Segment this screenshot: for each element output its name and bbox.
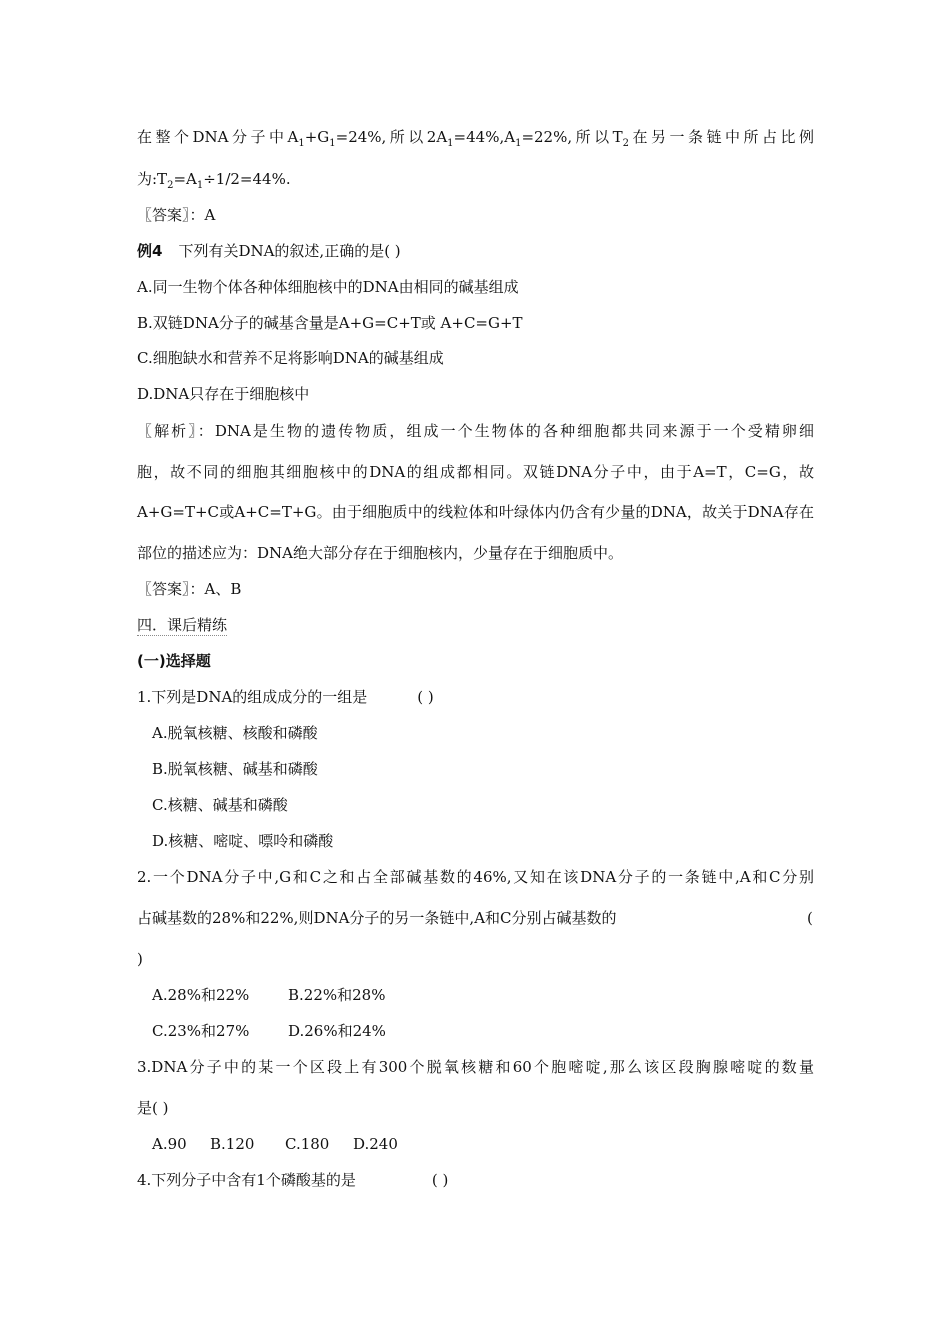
question-2-options-row-2: C.23%和27% D.26%和24% xyxy=(152,1022,386,1040)
example-4-option-d: D.DNA只存在于细胞核中 xyxy=(137,385,310,403)
section-subtitle: (一)选择题 xyxy=(137,652,211,670)
prev-explanation-line-2: 为$:T_2=A_1\div 1/2=44\%$. xyxy=(137,170,291,191)
example-4-analysis-line-3: A+G=T+C或A+C=T+G。由于细胞质中的线粒体和叶绿体内仍含有少量的DNA，故关于DNA存在 xyxy=(137,503,814,521)
question-3-stem-line-1: 3.DNA分子中的某一个区段上有300个脱氧核糖和60个胞嘧啶,那么该区段胸腺嘧啶的数量 xyxy=(137,1058,814,1076)
example-4-option-b: B.双链DNA分子的碱基含量是A+G=C+T或 A+C=G+T xyxy=(137,314,523,332)
prev-answer: 〖答案〗：A xyxy=(137,206,216,224)
question-4-stem: 4.下列分子中含有1个磷酸基的是 ( ) xyxy=(137,1171,449,1189)
section-title: 四．课后精练 xyxy=(137,616,228,634)
question-3-options: A.90 B.120 C.180 D.240 xyxy=(152,1135,398,1153)
question-1-option-c: C.核糖、碱基和磷酸 xyxy=(152,796,288,814)
question-2-options-row-1: A.28%和22% B.22%和28% xyxy=(152,986,386,1004)
question-3-stem-line-2: 是( ) xyxy=(137,1099,169,1117)
example-4-option-c: C.细胞缺水和营养不足将影响DNA的碱基组成 xyxy=(137,349,444,367)
example-4-option-a: A.同一生物个体各种体细胞核中的DNA由相同的碱基组成 xyxy=(137,278,519,296)
question-2-close-paren: ) xyxy=(137,950,143,968)
question-1-option-b: B.脱氧核糖、碱基和磷酸 xyxy=(152,760,318,778)
example-4-question: 例4 下列有关DNA的叙述,正确的是( ) xyxy=(137,242,401,260)
example-4-analysis-line-4: 部位的描述应为：DNA绝大部分存在于细胞核内，少量存在于细胞质中。 xyxy=(137,544,623,562)
question-1-option-a: A.脱氧核糖、核酸和磷酸 xyxy=(152,724,318,742)
question-1-stem: 1.下列是DNA的组成成分的一组是 ( ) xyxy=(137,688,434,706)
question-1-option-d: D.核糖、嘧啶、嘌呤和磷酸 xyxy=(152,832,334,850)
example-4-answer: 〖答案〗：A、B xyxy=(137,580,242,598)
example-4-analysis-line-2: 胞，故不同的细胞其细胞核中的DNA的组成都相同。双链DNA分子中，由于A=T，C=G，故 xyxy=(137,463,814,481)
question-2-stem-line-1: 2.一个DNA分子中,G和C之和占全部碱基数的46%,又知在该DNA分子的一条链中,A和C分别 xyxy=(137,868,814,886)
prev-explanation-line-1: 在整个DNA分子中$A_1+G_1=24\%$,所以$2A_1=44\%,A_1=22\%$,所以$T_2$在另一条链中所占比例 xyxy=(137,128,814,149)
example-4-label: 例4 xyxy=(137,242,163,260)
question-2-stem-line-2: 占碱基数的28%和22%,则DNA分子的另一条链中,A和C分别占碱基数的 ( xyxy=(137,909,813,927)
example-4-analysis-line-1: 〖解析〗：DNA是生物的遗传物质，组成一个生物体的各种细胞都共同来源于一个受精卵细 xyxy=(137,422,814,440)
